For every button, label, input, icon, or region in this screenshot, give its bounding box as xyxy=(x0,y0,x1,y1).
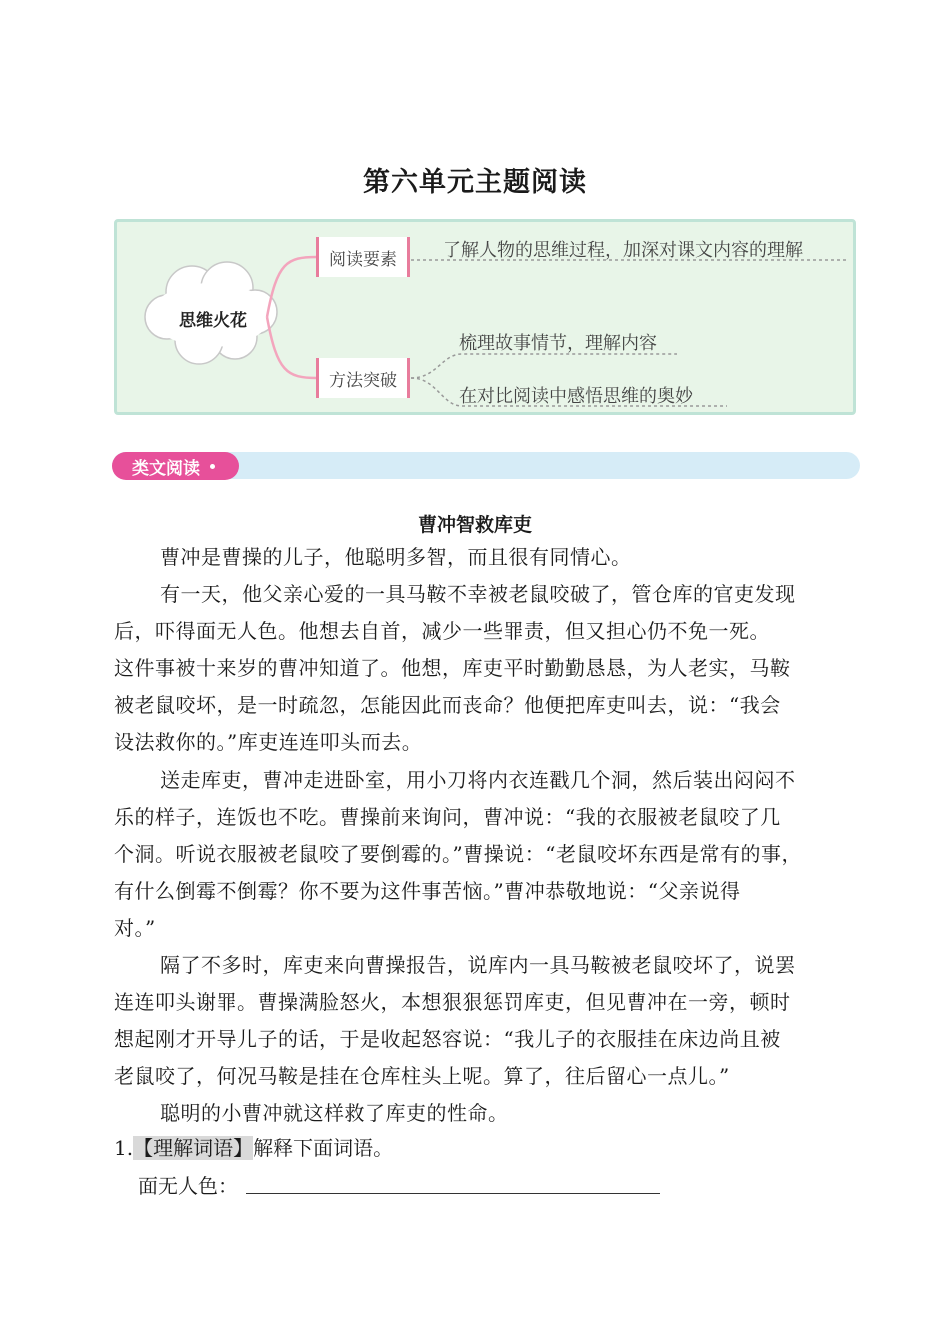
story-title: 曹冲智救库吏 xyxy=(417,514,532,536)
story-line: 有一天，他父亲心爱的一具马鞍不幸被老鼠咬破了，管仓库的官吏发现 xyxy=(160,582,796,606)
mind-map-center: 思维火花 xyxy=(179,311,247,331)
dot-icon xyxy=(210,464,215,469)
story-line: 老鼠咬了，何况马鞍是挂在仓库柱头上呢。算了，往后留心一点儿。” xyxy=(114,1064,730,1088)
dotted-leader xyxy=(411,354,677,378)
story-line: 乐的样子，连饭也不吃。曹操前来询问，曹冲说：“我的衣服被老鼠咬了几 xyxy=(114,805,781,829)
mind-map xyxy=(114,219,856,415)
question-prompt: 解释下面词语。 xyxy=(253,1136,394,1160)
leaf-item: 在对比阅读中感悟思维的奥妙 xyxy=(459,386,693,407)
story-line: 个洞。听说衣服被老鼠咬了要倒霉的。”曹操说：“老鼠咬坏东西是常有的事， xyxy=(114,842,802,866)
page-title: 第六单元主题阅读 xyxy=(363,167,587,198)
story-line: 送走库吏，曹冲走进卧室，用小刀将内衣连戳几个洞，然后装出闷闷不 xyxy=(160,768,796,792)
answer-blank[interactable] xyxy=(246,1193,660,1194)
story-line: 曹冲是曹操的儿子，他聪明多智，而且很有同情心。 xyxy=(160,545,632,569)
section-tag-label: 类文阅读 xyxy=(132,458,200,479)
story-line: 后，吓得面无人色。他想去自首，减少一些罪责，但又担心仍不免一死。 xyxy=(114,619,770,643)
question-1 xyxy=(114,1134,393,1162)
story-line: 隔了不多时，库吏来向曹操报告，说库内一具马鞍被老鼠咬坏了，说罢 xyxy=(160,953,796,977)
question-number: 1. xyxy=(114,1136,134,1160)
question-tag: 【理解词语】 xyxy=(133,1136,254,1160)
story-line: 被老鼠咬坏，是一时疏忽，怎能因此而丧命？他便把库吏叫去，说：“我会 xyxy=(114,693,781,717)
story-line: 想起刚才开导儿子的话，于是收起怒容说：“我儿子的衣服挂在床边尚且被 xyxy=(114,1027,781,1051)
question-item: 面无人色： xyxy=(138,1174,238,1198)
section-tag xyxy=(112,452,239,480)
node-reading-elements: 阅读要素 xyxy=(316,237,410,277)
story-line: 聪明的小曹冲就这样救了库吏的性命。 xyxy=(160,1101,509,1125)
branch-connector-2 xyxy=(267,317,317,378)
story-line: 设法救你的。”库吏连连叩头而去。 xyxy=(114,730,423,754)
story-line: 连连叩头谢罪。曹操满脸怒火，本想狠狠惩罚库吏，但见曹冲在一旁，顿时 xyxy=(114,990,791,1014)
story-line: 对。” xyxy=(114,916,156,940)
leaf-item: 了解人物的思维过程，加深对课文内容的理解 xyxy=(443,240,803,261)
story-line: 有什么倒霉不倒霉？你不要为这件事苦恼。”曹冲恭敬地说：“父亲说得 xyxy=(114,879,741,903)
node-method: 方法突破 xyxy=(316,358,410,398)
story-line: 这件事被十来岁的曹冲知道了。他想，库吏平时勤勤恳恳，为人老实，马鞍 xyxy=(114,656,791,680)
leaf-item: 梳理故事情节，理解内容 xyxy=(459,333,657,354)
